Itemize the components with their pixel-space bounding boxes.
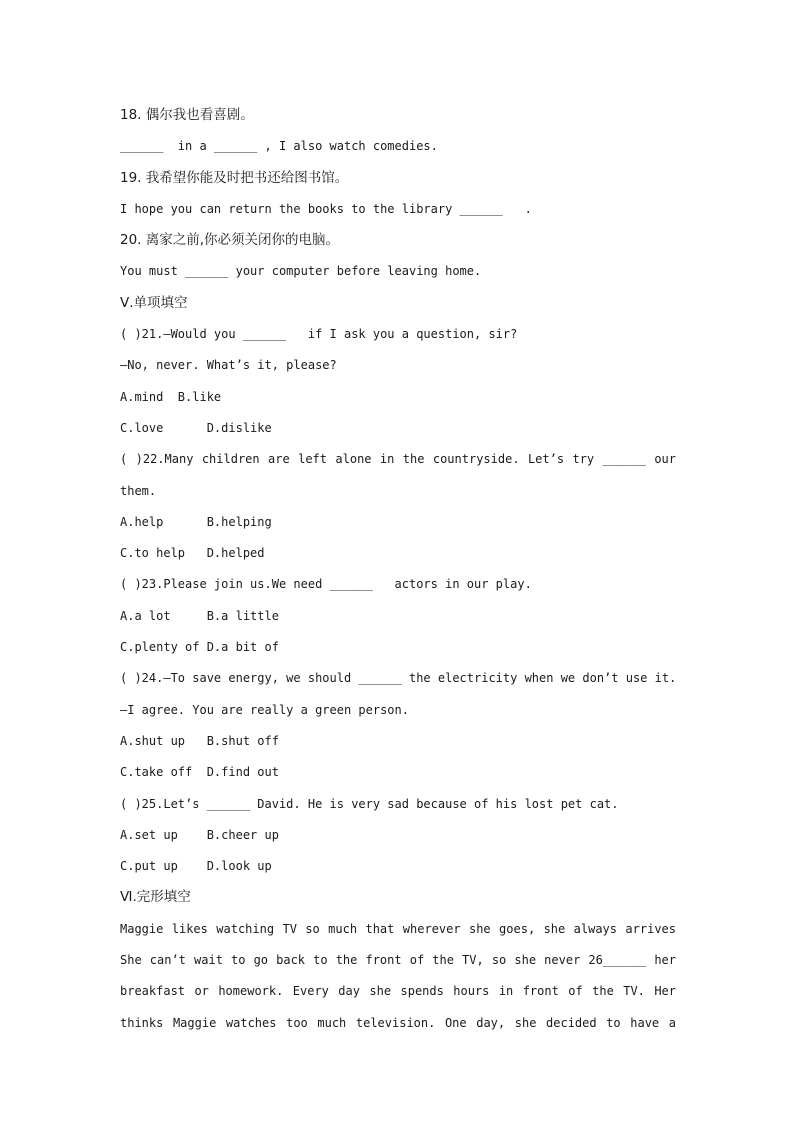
q21-question: ( )21.—Would you ______ if I ask you a question, sir? (120, 327, 518, 342)
q25-options-ab: A.set up B.cheer up (120, 827, 279, 842)
q23-question: ( )23.Please join us.We need ______ actors in our play. (120, 577, 532, 592)
q25-question: ( )25.Let’s ______ David. He is very sad because of his lost pet cat. (120, 796, 619, 811)
q24-question: ( )24.—To save energy, we should ______ the electricity when we don’t use it. (120, 671, 676, 686)
section-5-heading: Ⅴ.单项填空 (120, 294, 188, 311)
q23-options-ab: A.a lot B.a little (120, 608, 279, 623)
cloze-line-1: Maggie likes watching TV so much that wherever she goes, she always arrives (120, 921, 676, 936)
q19-sentence: I hope you can return the books to the library ______ . (120, 201, 532, 216)
cloze-line-2: She can’t wait to go back to the front of the TV, so she never 26______ her (120, 953, 676, 968)
q25-options-cd: C.put up D.look up (120, 859, 272, 874)
q23-options-cd: C.plenty of D.a bit of (120, 640, 279, 655)
cloze-line-3: breakfast or homework. Every day she spends hours in front of the TV. Her (120, 984, 676, 999)
q24-options-cd: C.take off D.find out (120, 765, 279, 780)
q21-options-cd: C.love D.dislike (120, 420, 272, 435)
q22-options-cd: C.to help D.helped (120, 546, 265, 561)
q18-prompt: 18. 偶尔我也看喜剧。 (120, 107, 254, 123)
q20-sentence: You must ______ your computer before leaving home. (120, 264, 482, 279)
worksheet-page (120, 100, 676, 1039)
q22-question-cont: them. (120, 483, 157, 498)
q22-question: ( )22.Many children are left alone in the countryside. Let’s try ______ our (120, 452, 676, 467)
q21-options-ab: A.mind B.like (120, 389, 222, 404)
q24-reply: —I agree. You are really a green person. (120, 702, 409, 717)
section-6-heading: Ⅵ.完形填空 (120, 889, 191, 906)
q21-reply: —No, never. What’s it, please? (120, 358, 337, 373)
cloze-line-4: thinks Maggie watches too much television. One day, she decided to have a (120, 1015, 676, 1030)
q24-options-ab: A.shut up B.shut off (120, 733, 279, 748)
q18-sentence: ______ in a ______ , I also watch comedies. (120, 139, 438, 154)
q19-prompt: 19. 我希望你能及时把书还给图书馆。 (120, 169, 349, 186)
q20-prompt: 20. 离家之前,你必须关闭你的电脑。 (120, 232, 340, 249)
q22-options-ab: A.help B.helping (120, 514, 272, 529)
